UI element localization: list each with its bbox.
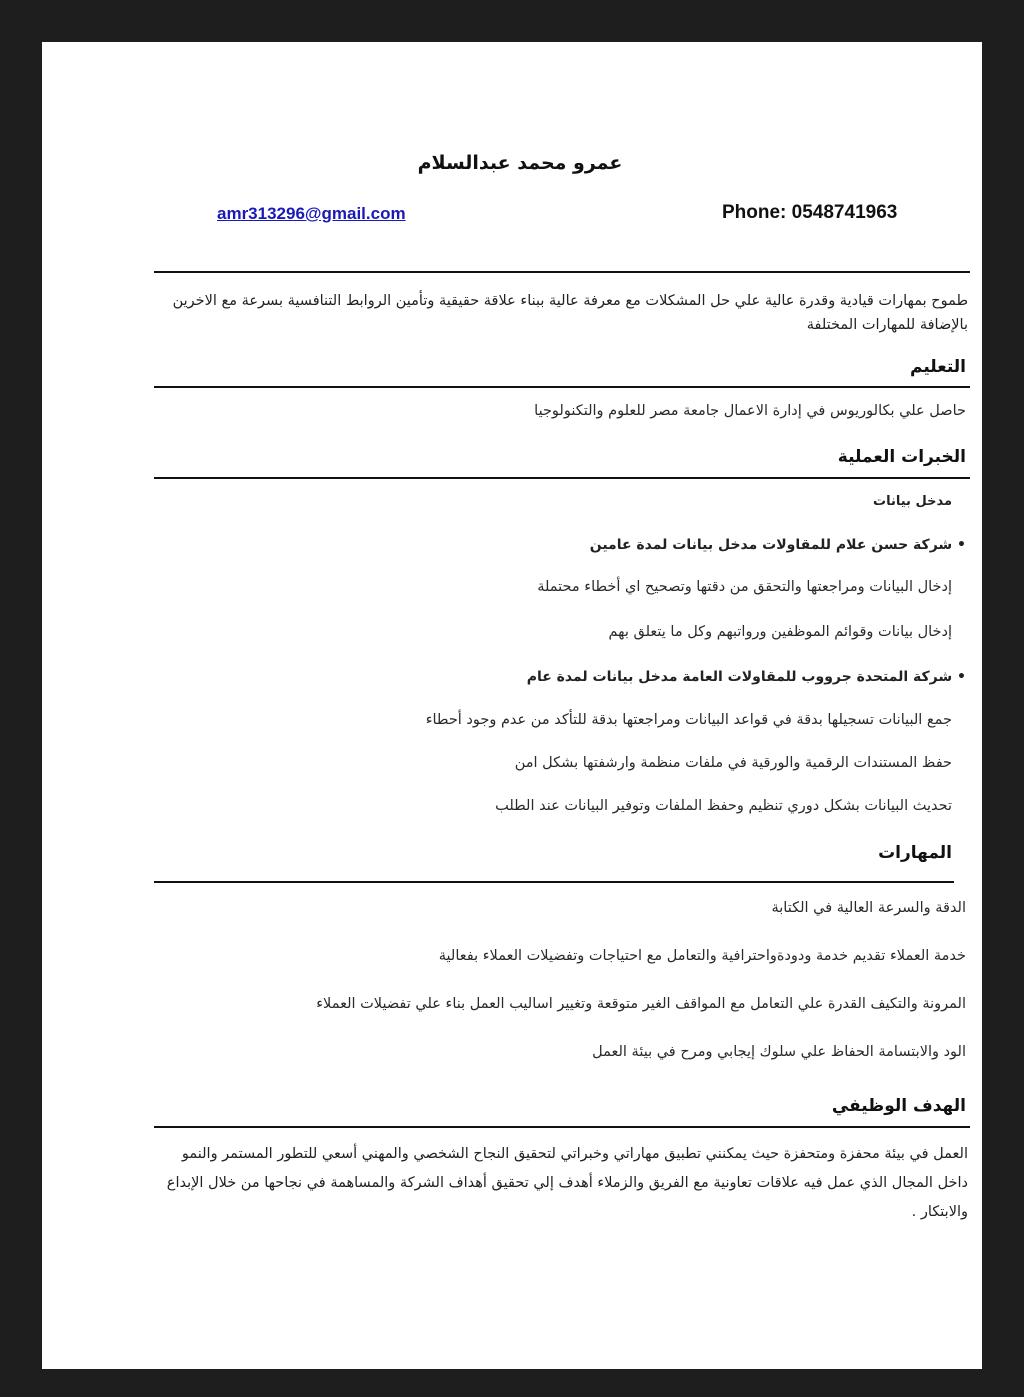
phone-number: Phone: 0548741963	[722, 202, 898, 223]
email-link[interactable]: amr313296@gmail.com	[217, 204, 406, 223]
header-divider	[154, 271, 970, 273]
job-1-item-1: إدخال البيانات ومراجعتها والتحقق من دقتها وتصحيح اي أخطاء محتملة	[537, 579, 952, 595]
skill-item-1: الدقة والسرعة العالية في الكتابة	[771, 900, 966, 916]
skill-item-3: المرونة والتكيف القدرة علي التعامل مع المواقف الغير متوقعة وتغيير اساليب العمل بناء علي تفضيلات العملاء	[316, 996, 966, 1012]
skill-item-2: خدمة العملاء تقديم خدمة ودودةواحترافية والتعامل مع احتياجات وتفضيلات العملاء بفعالية	[438, 948, 966, 964]
job-title-2-label: شركة المتحدة جرووب للمقاولات العامة مدخل بيانات لمدة عام	[526, 669, 953, 685]
bullet-icon: •	[952, 537, 966, 553]
objective-text: العمل في بيئة محفزة ومتحفزة حيث يمكنني تطبيق مهاراتي وخبراتي لتحقيق النجاح الشخصي والمهني أسعي للتطور المستمر والنمو داخل المجال الذي عمل فيه علاقات تعاونية مع الفريق والزملاء أهدف إلي تحقيق أهداف الشركة والمساهمة في نجاحها من خلال الإبداع والابتكار .	[166, 1146, 968, 1220]
candidate-name: عمرو محمد عبدالسلام	[417, 152, 623, 174]
job-1-item-2: إدخال بيانات وقوائم الموظفين ورواتبهم وكل ما يتعلق بهم	[608, 624, 952, 640]
education-divider	[154, 386, 970, 388]
job-2-item-2: حفظ المستندات الرقمية والورقية في ملفات منظمة وارشفتها بشكل امن	[514, 755, 952, 771]
summary-text: طموح بمهارات قيادية وقدرة عالية علي حل المشكلات مع معرفة عالية ببناء علاقة حقيقية وتأمين الروابط التنافسية بسرعة مع الاخرين بالإضافة للمهارات المختلفة	[172, 293, 968, 333]
job-title-2	[527, 669, 966, 685]
experience-divider	[154, 477, 970, 479]
objective-heading: الهدف الوظيفي	[831, 1096, 966, 1116]
education-text: حاصل علي بكالوريوس في إدارة الاعمال جامعة مصر للعلوم والتكنولوجيا	[534, 403, 966, 419]
education-heading: التعليم	[910, 357, 966, 377]
bullet-icon: •	[952, 669, 966, 685]
experience-heading: الخبرات العملية	[837, 447, 966, 467]
experience-role: مدخل بيانات	[873, 494, 952, 509]
job-title-1-label: شركة حسن علام للمقاولات مدخل بيانات لمدة عامين	[589, 537, 953, 553]
objective-divider	[154, 1126, 970, 1128]
job-title-1	[590, 537, 966, 553]
skill-item-4: الود والابتسامة الحفاظ علي سلوك إيجابي ومرح في بيئة العمل	[592, 1044, 966, 1060]
skills-divider	[154, 881, 954, 883]
skills-heading: المهارات	[878, 843, 952, 863]
job-2-item-3: تحديث البيانات بشكل دوري تنظيم وحفظ الملفات وتوفير البيانات عند الطلب	[495, 798, 952, 814]
job-2-item-1: جمع البيانات تسجيلها بدقة في قواعد البيانات ومراجعتها بدقة للتأكد من عدم وجود أحطاء	[425, 712, 952, 728]
